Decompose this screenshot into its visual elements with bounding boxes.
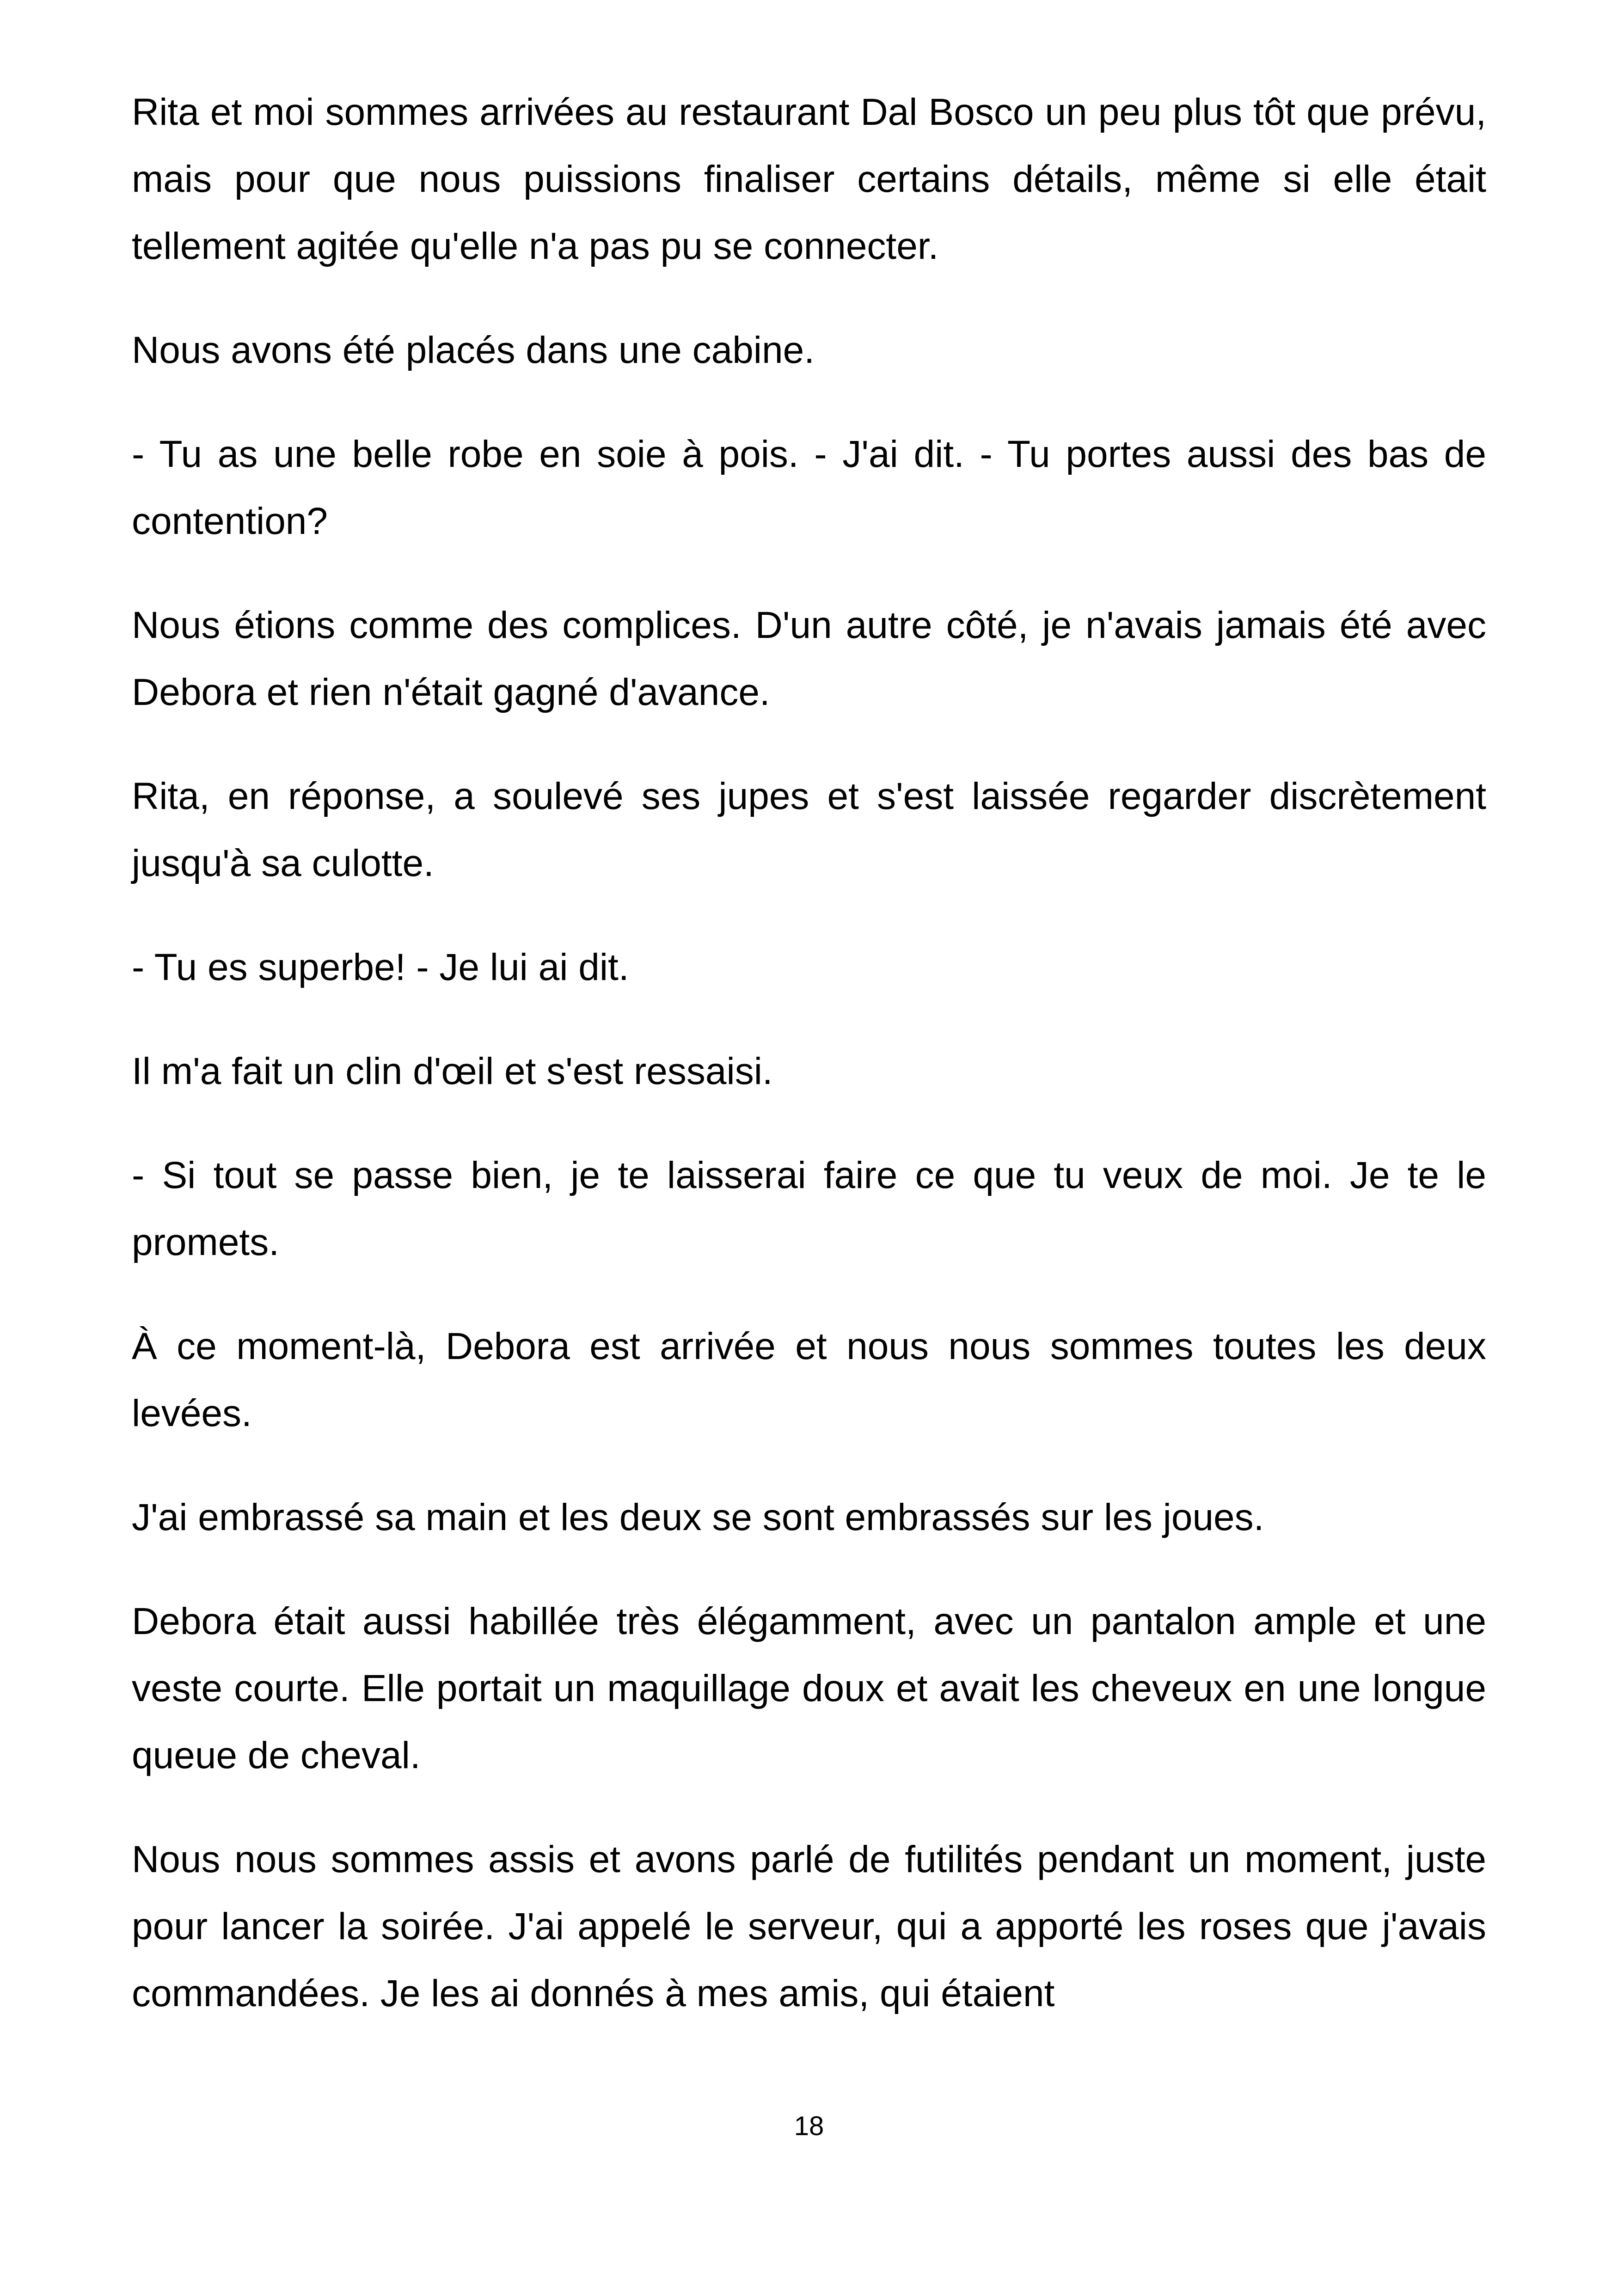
paragraph: Rita, en réponse, a soulevé ses jupes et s'est laissée regarder discrètement jusqu'à sa culotte.	[132, 775, 1486, 884]
page-number: 18	[794, 2111, 824, 2141]
paragraph: - Tu as une belle robe en soie à pois. - J'ai dit. - Tu portes aussi des bas de contention?	[132, 433, 1486, 542]
paragraph: Nous avons été placés dans une cabine.	[132, 329, 815, 371]
paragraph: Nous étions comme des complices. D'un autre côté, je n'avais jamais été avec Debora et rien n'était gagné d'avance.	[132, 604, 1486, 713]
paragraph: Debora était aussi habillée très élégamment, avec un pantalon ample et une veste courte. Elle portait un maquillage doux et avait les cheveux en une longue queue de cheval.	[132, 1600, 1486, 1776]
paragraph: - Tu es superbe! - Je lui ai dit.	[132, 946, 629, 988]
paragraph: J'ai embrassé sa main et les deux se sont embrassés sur les joues.	[132, 1496, 1264, 1538]
paragraph: - Si tout se passe bien, je te laisserai faire ce que tu veux de moi. Je te le promets.	[132, 1154, 1486, 1263]
paragraph: À ce moment-là, Debora est arrivée et nous nous sommes toutes les deux levées.	[132, 1325, 1486, 1434]
paragraph: Il m'a fait un clin d'œil et s'est ressaisi.	[132, 1050, 773, 1092]
paragraph: Nous nous sommes assis et avons parlé de futilités pendant un moment, juste pour lancer la soirée. J'ai appelé le serveur, qui a apporté les roses que j'avais commandées. Je les ai donnés à mes amis, qui étaient	[132, 1838, 1486, 2014]
paragraph: Rita et moi sommes arrivées au restaurant Dal Bosco un peu plus tôt que prévu, mais pour que nous puissions finaliser certains détails, même si elle était tellement agitée qu'elle n'a pas pu se connecter.	[132, 91, 1486, 267]
body-text	[132, 79, 1486, 2064]
